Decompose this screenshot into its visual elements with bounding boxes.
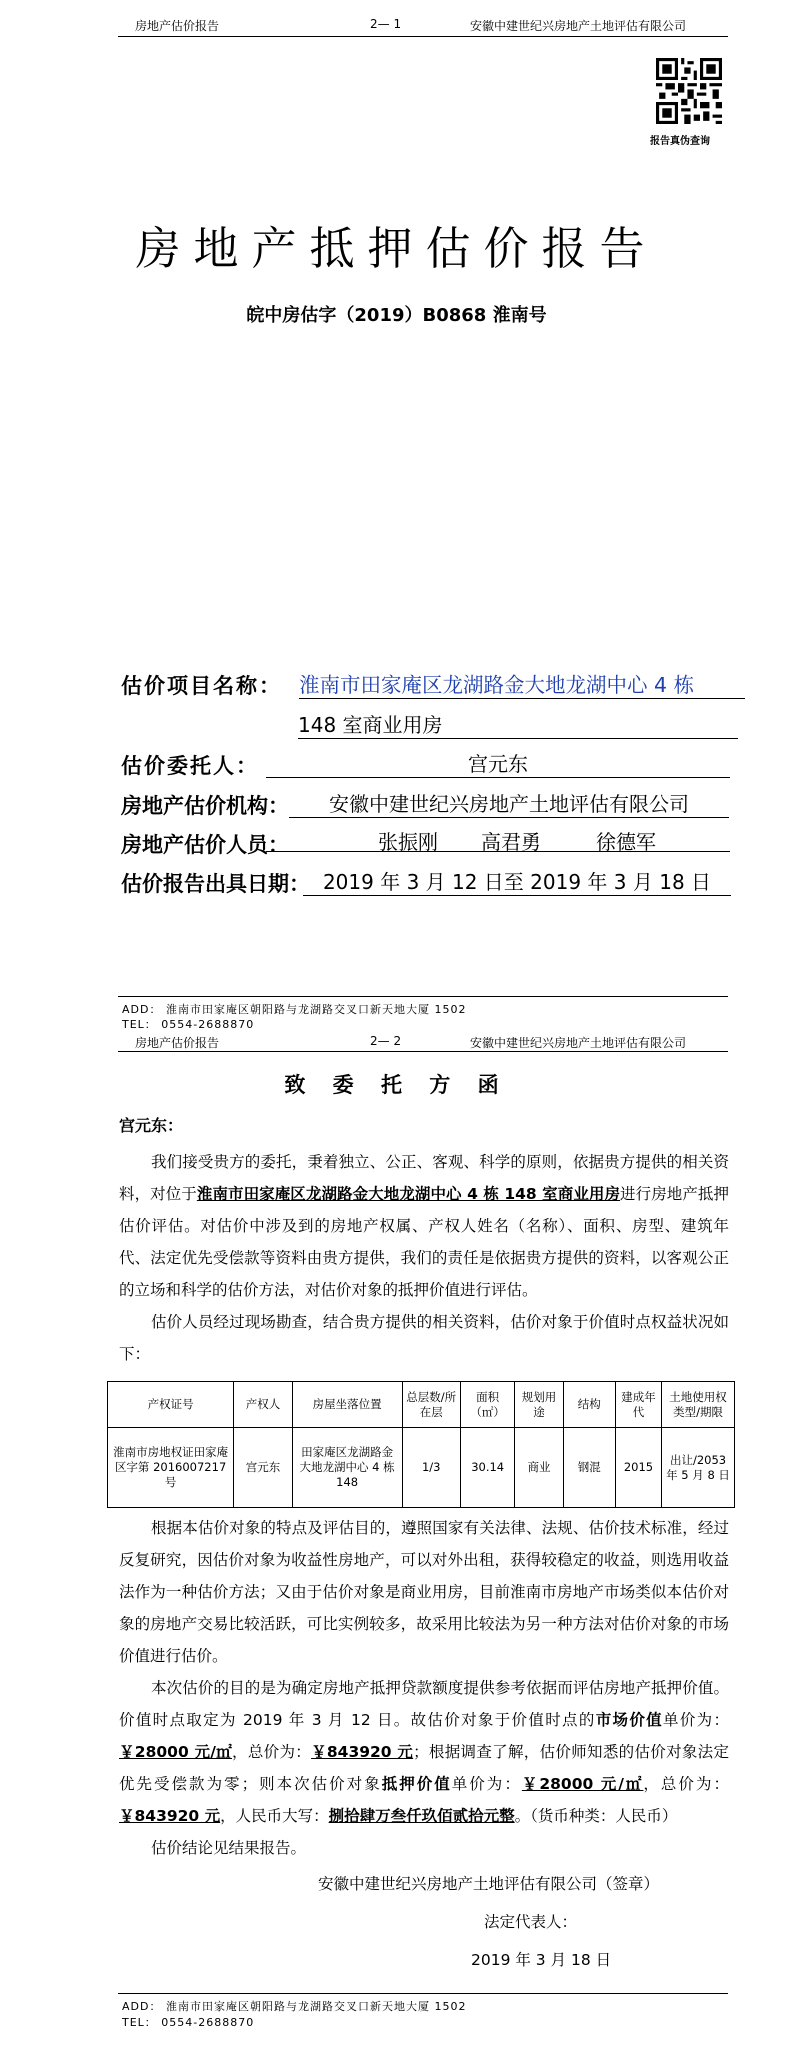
para-4-g: ；根据调查了解，估价师知悉的估价对象法定优先受偿款为零；则本次估价对象	[119, 1743, 729, 1793]
client-value: 宫元东	[266, 748, 730, 778]
project-label: 估价项目名称：	[121, 674, 282, 698]
cell-area: 30.14	[460, 1428, 514, 1508]
project-value-line1: 淮南市田家庵区龙湖路金大地龙湖中心 4 栋	[299, 668, 745, 699]
cell-owner: 宫元东	[234, 1428, 292, 1508]
page2-header-left: 房地产估价报告	[135, 1036, 220, 1050]
para-5: 估价结论见结果报告。	[151, 1839, 307, 1857]
letter-body-top	[119, 1146, 729, 1370]
para-4	[119, 1672, 729, 1832]
page2-footer-address: ADD： 淮南市田家庵区朝阳路与龙湖路交叉口新天地大厦 1502	[122, 2000, 467, 2013]
para-3: 根据本估价对象的特点及评估目的，遵照国家有关法律、法规、估价技术标准，经过反复研究，因估价对象为收益性房地产，可以对外出租，获得较稳定的收益，则选用收益法作为一种估价方法；又由于估价对象是商业用房，目前淮南市房地产市场类似本估价对象的房地产交易比较活跃，可比实例较多，故采用比较法为另一种方法对估价对象的市场价值进行估价。	[119, 1519, 729, 1665]
para-1	[119, 1146, 729, 1306]
para-1-c: 进行房地产抵押估价评估。对估价中涉及到的房地产权属、产权人姓名（名称）、面积、房型、建筑年代、法定优先受偿款等资料由贵方提供，我们的责任是依据贵方提供的资料，以客观公正的立场和科学的估价方法，对估价对象的抵押价值进行评估。	[119, 1185, 729, 1299]
report-number: 皖中房估字（2019）B0868 淮南号	[246, 305, 547, 326]
appraisers-value	[266, 826, 730, 852]
para-4-e: ，总价为：	[232, 1743, 312, 1761]
para-4-c: 单价为：	[663, 1711, 729, 1729]
date-label: 估价报告出具日期：	[121, 872, 310, 896]
cell-cert-no: 淮南市房地权证田家庵区字第 2016007217 号	[108, 1428, 234, 1508]
sign-company: 安徽中建世纪兴房地产土地评估有限公司（签章）	[318, 1875, 660, 1893]
sign-representative: 法定代表人：	[484, 1913, 578, 1931]
page1-header-right: 安徽中建世纪兴房地产土地评估有限公司	[470, 19, 687, 33]
cell-use: 商业	[515, 1428, 563, 1508]
page1-footer-rule	[118, 996, 728, 997]
qr-caption: 报告真伪查询	[650, 136, 710, 147]
appraiser-3: 徐德军	[596, 830, 656, 854]
market-unit-price: ￥28000 元/㎡	[119, 1743, 233, 1761]
letter-body-bottom	[119, 1512, 729, 1864]
client-label: 估价委托人：	[121, 754, 259, 778]
sign-date: 2019 年 3 月 18 日	[471, 1951, 612, 1969]
page1-header-page: 2— 1	[370, 17, 402, 31]
date-value: 2019 年 3 月 12 日至 2019 年 3 月 18 日	[303, 866, 731, 896]
para-4-a: 本次估价的目的是为确定房地产抵押贷款额度提供参考依据而评估房地产抵押价值。价值时点取定为 2019 年 3 月 12 日。故估价对象于价值时点的	[119, 1679, 729, 1729]
appraiser-2: 高君勇	[481, 830, 541, 854]
th-location: 房屋坐落位置	[292, 1382, 402, 1428]
para-4-m: ，人民币大写：	[220, 1807, 329, 1825]
cell-structure: 钢混	[563, 1428, 615, 1508]
cell-floors: 1/3	[402, 1428, 460, 1508]
page2-header-rule	[118, 1051, 728, 1052]
th-owner: 产权人	[234, 1382, 292, 1428]
qr-code[interactable]	[656, 58, 722, 128]
table-row	[108, 1428, 735, 1508]
market-total-price: ￥843920 元	[311, 1743, 414, 1761]
letter-title: 致 委 托 方 函	[284, 1072, 509, 1097]
page2-header-right: 安徽中建世纪兴房地产土地评估有限公司	[470, 1036, 687, 1050]
cell-year: 2015	[615, 1428, 661, 1508]
property-address: 淮南市田家庵区龙湖路金大地龙湖中心 4 栋 148 室商业用房	[196, 1185, 621, 1203]
page2-footer-rule	[118, 1993, 728, 1994]
cell-land-right: 出让/2053 年 5 月 8 日	[662, 1428, 735, 1508]
page2-footer-tel: TEL： 0554-2688870	[122, 2016, 255, 2029]
market-value-label: 市场价值	[595, 1711, 663, 1729]
appraiser-1: 张振刚	[378, 830, 438, 854]
appraisers-label: 房地产估价人员：	[121, 833, 289, 857]
table-header-row	[108, 1382, 735, 1428]
th-floors: 总层数/所在层	[402, 1382, 460, 1428]
th-area: 面积（㎡）	[460, 1382, 514, 1428]
th-land-right: 土地使用权类型/期限	[662, 1382, 735, 1428]
qr-code-icon	[656, 58, 722, 124]
mortgage-unit-price: ￥28000 元/㎡	[521, 1775, 644, 1793]
agency-value: 安徽中建世纪兴房地产土地评估有限公司	[289, 788, 729, 818]
property-table	[107, 1381, 735, 1508]
page1-footer-address: ADD： 淮南市田家庵区朝阳路与龙湖路交叉口新天地大厦 1502	[122, 1003, 467, 1016]
mortgage-value-label: 抵押价值	[381, 1775, 452, 1793]
para-4-o: 。（货币种类：人民币）	[514, 1807, 678, 1825]
agency-label: 房地产估价机构：	[121, 794, 289, 818]
cell-location: 田家庵区龙湖路金大地龙湖中心 4 栋 148	[292, 1428, 402, 1508]
page1-footer-tel: TEL： 0554-2688870	[122, 1018, 255, 1031]
report-title: 房地产抵押估价报告	[135, 222, 658, 275]
th-use: 规划用途	[515, 1382, 563, 1428]
para-4-k: ，总价为：	[643, 1775, 729, 1793]
mortgage-total-price: ￥843920 元	[119, 1807, 221, 1825]
project-value-line2: 148 室商业用房	[298, 709, 738, 739]
th-year: 建成年代	[615, 1382, 661, 1428]
th-cert-no: 产权证号	[108, 1382, 234, 1428]
para-2: 估价人员经过现场勘查，结合贵方提供的相关资料，估价对象于价值时点权益状况如下：	[119, 1313, 729, 1363]
para-4-i: 单价为：	[451, 1775, 522, 1793]
page1-header-rule	[118, 36, 728, 37]
th-structure: 结构	[563, 1382, 615, 1428]
page1-header-left: 房地产估价报告	[135, 19, 220, 33]
amount-in-words: 捌拾肆万叁仟玖佰贰拾元整	[328, 1807, 515, 1825]
page2-header-page: 2— 2	[370, 1034, 402, 1048]
para-1-a: 我们接受贵方的委托，秉着独立、公正、客观、科学的原则，依据贵方提供的相关资料，对位于	[119, 1153, 729, 1203]
salutation: 宫元东：	[119, 1116, 184, 1135]
